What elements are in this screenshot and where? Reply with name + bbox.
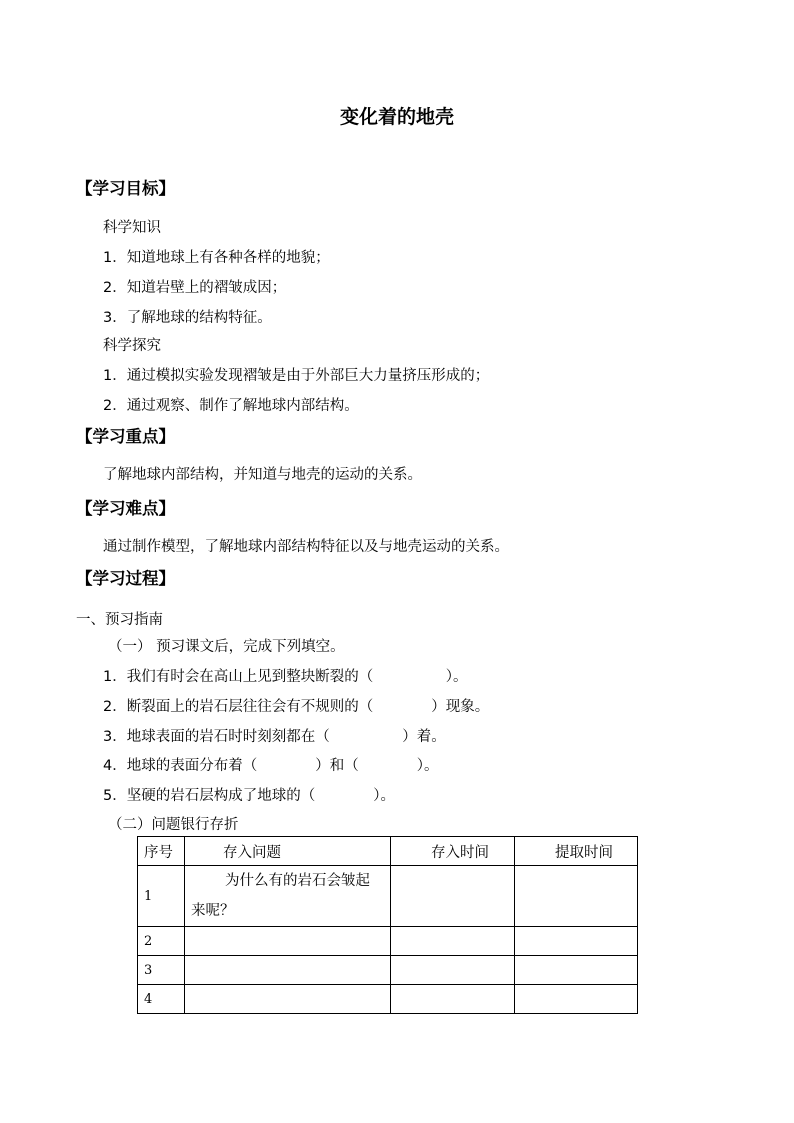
row-number: 1 xyxy=(138,866,185,927)
knowledge-item: 1．知道地球上有各种各样的地貌； xyxy=(103,250,330,266)
heading-goals: 【学习目标】 xyxy=(76,179,175,198)
deposit-time-cell[interactable] xyxy=(391,927,515,956)
table-row xyxy=(138,927,638,956)
withdraw-time-cell[interactable] xyxy=(515,956,638,985)
page-title: 变化着的地壳 xyxy=(339,106,454,128)
header-cell-question: 存入问题 xyxy=(185,837,391,866)
header-cell-number: 序号 xyxy=(138,837,185,866)
knowledge-label: 科学知识 xyxy=(103,220,161,236)
subsection-question-bank: （二）问题银行存折 xyxy=(108,817,239,833)
table-header-row xyxy=(138,837,638,866)
question-line: 来呢？ xyxy=(191,903,235,919)
section-preview-guide: 一、预习指南 xyxy=(76,612,163,628)
subsection-fill-blanks: （一） 预习课文后，完成下列填空。 xyxy=(108,639,345,655)
question-cell[interactable] xyxy=(185,956,391,985)
difficulties-text: 通过制作模型，了解地球内部结构特征以及与地壳运动的关系。 xyxy=(103,539,509,555)
fill-item: 4．地球的表面分布着（ ）和（ ）。 xyxy=(103,758,439,774)
question-bank-table xyxy=(137,836,638,1014)
inquiry-item: 2．通过观察、制作了解地球内部结构。 xyxy=(103,398,359,414)
inquiry-item: 1．通过模拟实验发现褶皱是由于外部巨大力量挤压形成的； xyxy=(103,368,490,384)
key-points-text: 了解地球内部结构，并知道与地壳的运动的关系。 xyxy=(103,467,422,483)
knowledge-item: 3．了解地球的结构特征。 xyxy=(103,310,272,326)
heading-process: 【学习过程】 xyxy=(76,569,175,588)
row-number: 4 xyxy=(138,985,185,1014)
withdraw-time-cell[interactable] xyxy=(515,866,638,927)
row-number: 2 xyxy=(138,927,185,956)
header-cell-deposit-time: 存入时间 xyxy=(391,837,515,866)
deposit-time-cell[interactable] xyxy=(391,866,515,927)
fill-item: 1．我们有时会在高山上见到整块断裂的（ ）。 xyxy=(103,669,468,685)
table-row xyxy=(138,956,638,985)
heading-difficulties: 【学习难点】 xyxy=(76,499,175,518)
question-line: 为什么有的岩石会皱起 xyxy=(225,873,370,889)
fill-item: 3．地球表面的岩石时时刻刻都在（ ）着。 xyxy=(103,729,446,745)
deposit-time-cell[interactable] xyxy=(391,985,515,1014)
row-number: 3 xyxy=(138,956,185,985)
question-cell xyxy=(185,866,391,927)
fill-item: 5．坚硬的岩石层构成了地球的（ ）。 xyxy=(103,788,395,804)
fill-item: 2．断裂面上的岩石层往往会有不规则的（ ）现象。 xyxy=(103,699,490,715)
question-cell[interactable] xyxy=(185,985,391,1014)
inquiry-label: 科学探究 xyxy=(103,338,161,354)
deposit-time-cell[interactable] xyxy=(391,956,515,985)
knowledge-item: 2．知道岩壁上的褶皱成因； xyxy=(103,280,287,296)
withdraw-time-cell[interactable] xyxy=(515,985,638,1014)
table-row xyxy=(138,866,638,927)
heading-key-points: 【学习重点】 xyxy=(76,427,175,446)
header-cell-withdraw-time: 提取时间 xyxy=(515,837,638,866)
table-row xyxy=(138,985,638,1014)
withdraw-time-cell[interactable] xyxy=(515,927,638,956)
question-cell[interactable] xyxy=(185,927,391,956)
